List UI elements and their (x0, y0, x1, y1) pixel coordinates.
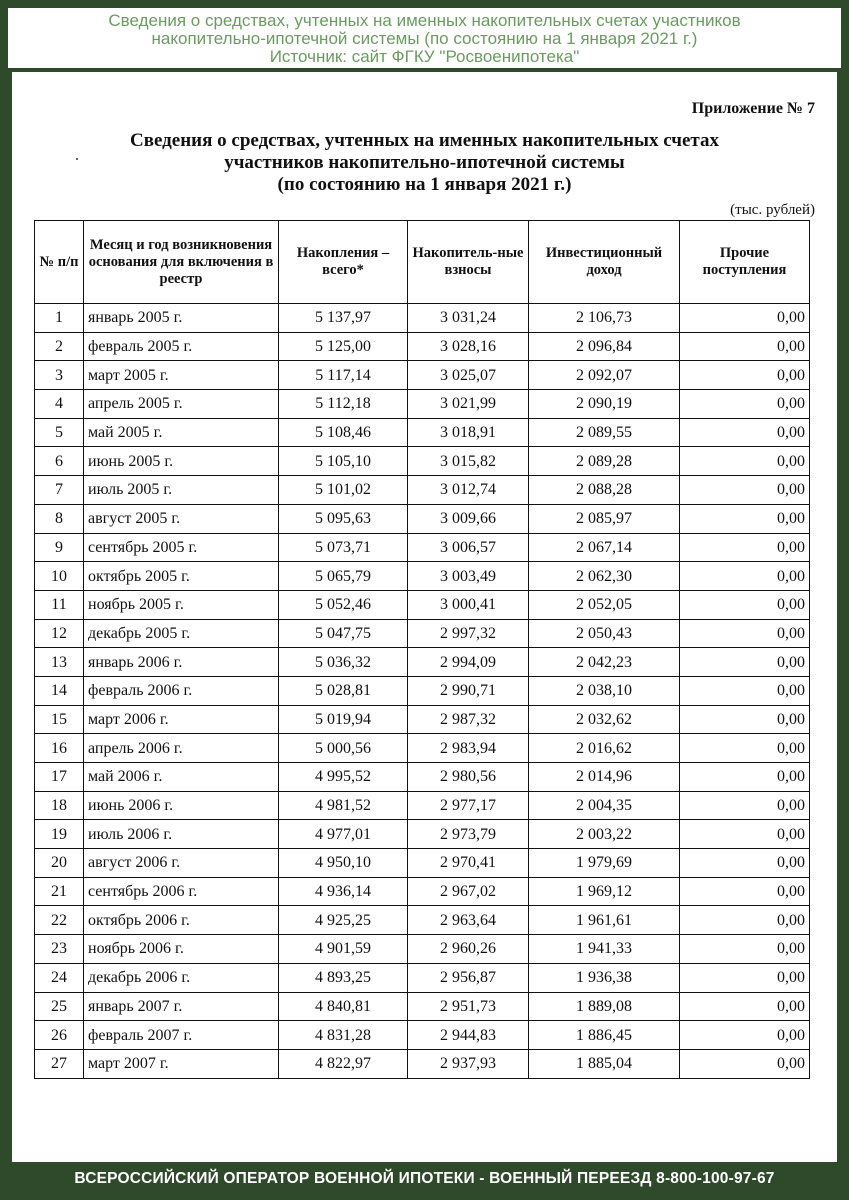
row-total: 5 137,97 (279, 304, 408, 333)
row-other: 0,00 (680, 791, 810, 820)
row-contributions: 3 003,49 (408, 562, 529, 591)
row-number: 16 (35, 734, 84, 763)
table-row (35, 1021, 810, 1050)
row-month: март 2005 г. (84, 361, 279, 390)
row-month: январь 2006 г. (84, 648, 279, 677)
row-investment-income: 1 885,04 (529, 1049, 680, 1078)
row-total: 5 019,94 (279, 705, 408, 734)
row-other: 0,00 (680, 390, 810, 419)
row-other: 0,00 (680, 648, 810, 677)
row-other: 0,00 (680, 533, 810, 562)
row-number: 11 (35, 590, 84, 619)
banner-line-3: Источник: сайт ФГКУ "Росвоенипотека" (269, 47, 580, 66)
row-other: 0,00 (680, 418, 810, 447)
table-row (35, 763, 810, 792)
row-other: 0,00 (680, 906, 810, 935)
row-investment-income: 2 085,97 (529, 504, 680, 533)
row-month: июль 2005 г. (84, 476, 279, 505)
row-contributions: 2 960,26 (408, 935, 529, 964)
row-contributions: 3 021,99 (408, 390, 529, 419)
row-other: 0,00 (680, 849, 810, 878)
row-contributions: 3 028,16 (408, 332, 529, 361)
table-row (35, 676, 810, 705)
row-investment-income: 2 016,62 (529, 734, 680, 763)
row-other: 0,00 (680, 1021, 810, 1050)
table-row (35, 304, 810, 333)
table-row (35, 476, 810, 505)
row-investment-income: 2 038,10 (529, 676, 680, 705)
table-row (35, 705, 810, 734)
row-total: 5 112,18 (279, 390, 408, 419)
title-line-3: (по состоянию на 1 января 2021 г.) (277, 174, 572, 195)
row-month: ноябрь 2006 г. (84, 935, 279, 964)
row-number: 25 (35, 992, 84, 1021)
row-number: 15 (35, 705, 84, 734)
row-contributions: 2 997,32 (408, 619, 529, 648)
col-header-investment-income: Инвестиционный доход (529, 221, 680, 304)
row-number: 24 (35, 963, 84, 992)
table-row (35, 877, 810, 906)
row-other: 0,00 (680, 1049, 810, 1078)
scan-speck (76, 158, 78, 160)
row-contributions: 3 000,41 (408, 590, 529, 619)
row-month: август 2006 г. (84, 849, 279, 878)
row-number: 2 (35, 332, 84, 361)
row-number: 19 (35, 820, 84, 849)
row-contributions: 2 956,87 (408, 963, 529, 992)
row-total: 4 840,81 (279, 992, 408, 1021)
row-total: 5 065,79 (279, 562, 408, 591)
row-total: 4 831,28 (279, 1021, 408, 1050)
row-number: 12 (35, 619, 84, 648)
col-header-contributions: Накопитель-ные взносы (408, 221, 529, 304)
row-contributions: 2 970,41 (408, 849, 529, 878)
row-total: 4 981,52 (279, 791, 408, 820)
row-contributions: 2 937,93 (408, 1049, 529, 1078)
row-total: 4 977,01 (279, 820, 408, 849)
row-other: 0,00 (680, 562, 810, 591)
row-month: июль 2006 г. (84, 820, 279, 849)
row-contributions: 3 009,66 (408, 504, 529, 533)
row-month: апрель 2005 г. (84, 390, 279, 419)
row-number: 7 (35, 476, 84, 505)
row-other: 0,00 (680, 332, 810, 361)
table-row (35, 361, 810, 390)
row-month: июнь 2006 г. (84, 791, 279, 820)
row-number: 20 (35, 849, 84, 878)
row-investment-income: 2 106,73 (529, 304, 680, 333)
row-other: 0,00 (680, 763, 810, 792)
row-other: 0,00 (680, 963, 810, 992)
table-row (35, 935, 810, 964)
row-month: август 2005 г. (84, 504, 279, 533)
row-month: март 2007 г. (84, 1049, 279, 1078)
row-investment-income: 1 886,45 (529, 1021, 680, 1050)
row-total: 5 095,63 (279, 504, 408, 533)
row-other: 0,00 (680, 304, 810, 333)
row-investment-income: 2 092,07 (529, 361, 680, 390)
row-investment-income: 2 096,84 (529, 332, 680, 361)
row-number: 22 (35, 906, 84, 935)
row-month: февраль 2007 г. (84, 1021, 279, 1050)
row-month: сентябрь 2005 г. (84, 533, 279, 562)
table-row (35, 590, 810, 619)
row-number: 3 (35, 361, 84, 390)
document-title (12, 130, 837, 196)
row-contributions: 2 944,83 (408, 1021, 529, 1050)
col-header-number: № п/п (35, 221, 84, 304)
row-investment-income: 2 052,05 (529, 590, 680, 619)
row-number: 14 (35, 676, 84, 705)
row-investment-income: 2 090,19 (529, 390, 680, 419)
row-other: 0,00 (680, 590, 810, 619)
table-row (35, 533, 810, 562)
row-total: 5 108,46 (279, 418, 408, 447)
savings-table (34, 220, 810, 1079)
row-other: 0,00 (680, 935, 810, 964)
row-month: февраль 2006 г. (84, 676, 279, 705)
table-row (35, 791, 810, 820)
row-number: 6 (35, 447, 84, 476)
row-investment-income: 2 042,23 (529, 648, 680, 677)
footer-banner: ВСЕРОССИЙСКИЙ ОПЕРАТОР ВОЕННОЙ ИПОТЕКИ - ВОЕННЫЙ ПЕРЕЕЗД 8-800-100-97-67 (74, 1170, 775, 1187)
table-header-row (35, 221, 810, 304)
row-investment-income: 2 032,62 (529, 705, 680, 734)
col-header-month: Месяц и год возникновения основания для включения в реестр (84, 221, 279, 304)
row-investment-income: 2 067,14 (529, 533, 680, 562)
row-number: 17 (35, 763, 84, 792)
row-number: 5 (35, 418, 84, 447)
row-total: 5 117,14 (279, 361, 408, 390)
row-number: 4 (35, 390, 84, 419)
table-row (35, 619, 810, 648)
row-number: 23 (35, 935, 84, 964)
row-contributions: 2 990,71 (408, 676, 529, 705)
row-total: 4 822,97 (279, 1049, 408, 1078)
row-other: 0,00 (680, 705, 810, 734)
row-total: 5 000,56 (279, 734, 408, 763)
row-number: 1 (35, 304, 84, 333)
row-investment-income: 1 936,38 (529, 963, 680, 992)
row-total: 4 950,10 (279, 849, 408, 878)
row-month: март 2006 г. (84, 705, 279, 734)
row-number: 9 (35, 533, 84, 562)
table-row (35, 447, 810, 476)
row-total: 5 101,02 (279, 476, 408, 505)
row-investment-income: 1 969,12 (529, 877, 680, 906)
row-total: 4 995,52 (279, 763, 408, 792)
row-investment-income: 1 979,69 (529, 849, 680, 878)
table-row (35, 906, 810, 935)
row-number: 21 (35, 877, 84, 906)
row-contributions: 3 025,07 (408, 361, 529, 390)
table-row (35, 648, 810, 677)
row-month: апрель 2006 г. (84, 734, 279, 763)
row-total: 5 036,32 (279, 648, 408, 677)
row-number: 10 (35, 562, 84, 591)
table-row (35, 562, 810, 591)
row-month: октябрь 2005 г. (84, 562, 279, 591)
row-other: 0,00 (680, 447, 810, 476)
source-banner (8, 8, 841, 68)
row-contributions: 2 977,17 (408, 791, 529, 820)
banner-line-2: накопительно-ипотечной системы (по состоянию на 1 января 2021 г.) (151, 29, 698, 48)
row-month: декабрь 2005 г. (84, 619, 279, 648)
row-investment-income: 2 004,35 (529, 791, 680, 820)
row-number: 26 (35, 1021, 84, 1050)
row-month: январь 2007 г. (84, 992, 279, 1021)
table-row (35, 963, 810, 992)
row-investment-income: 2 003,22 (529, 820, 680, 849)
row-contributions: 3 018,91 (408, 418, 529, 447)
table-row (35, 849, 810, 878)
row-contributions: 3 031,24 (408, 304, 529, 333)
row-other: 0,00 (680, 820, 810, 849)
row-month: январь 2005 г. (84, 304, 279, 333)
row-other: 0,00 (680, 676, 810, 705)
row-total: 5 052,46 (279, 590, 408, 619)
banner-line-1: Сведения о средствах, учтенных на именных накопительных счетах участников (108, 11, 741, 30)
row-total: 4 893,25 (279, 963, 408, 992)
row-investment-income: 1 941,33 (529, 935, 680, 964)
row-other: 0,00 (680, 877, 810, 906)
row-investment-income: 2 089,28 (529, 447, 680, 476)
row-month: октябрь 2006 г. (84, 906, 279, 935)
row-total: 5 105,10 (279, 447, 408, 476)
title-line-1: Сведения о средствах, учтенных на именных накопительных счетах (130, 130, 719, 151)
row-contributions: 2 980,56 (408, 763, 529, 792)
row-contributions: 2 994,09 (408, 648, 529, 677)
row-investment-income: 1 961,61 (529, 906, 680, 935)
row-month: май 2005 г. (84, 418, 279, 447)
row-contributions: 2 987,32 (408, 705, 529, 734)
row-contributions: 2 951,73 (408, 992, 529, 1021)
row-number: 27 (35, 1049, 84, 1078)
table-row (35, 992, 810, 1021)
row-total: 4 936,14 (279, 877, 408, 906)
col-header-other: Прочие поступления (680, 221, 810, 304)
row-investment-income: 2 088,28 (529, 476, 680, 505)
row-total: 5 073,71 (279, 533, 408, 562)
row-contributions: 2 973,79 (408, 820, 529, 849)
table-row (35, 820, 810, 849)
table-body (35, 304, 810, 1079)
table-row (35, 734, 810, 763)
col-header-total: Накопления – всего* (279, 221, 408, 304)
table-row (35, 504, 810, 533)
title-line-2: участников накопительно-ипотечной системы (224, 152, 625, 173)
row-investment-income: 2 089,55 (529, 418, 680, 447)
table-row (35, 418, 810, 447)
row-other: 0,00 (680, 619, 810, 648)
row-total: 5 028,81 (279, 676, 408, 705)
row-other: 0,00 (680, 992, 810, 1021)
row-other: 0,00 (680, 361, 810, 390)
document-page (12, 72, 837, 1162)
row-month: ноябрь 2005 г. (84, 590, 279, 619)
row-month: май 2006 г. (84, 763, 279, 792)
row-investment-income: 2 014,96 (529, 763, 680, 792)
row-other: 0,00 (680, 476, 810, 505)
row-total: 4 901,59 (279, 935, 408, 964)
row-other: 0,00 (680, 734, 810, 763)
row-total: 5 125,00 (279, 332, 408, 361)
row-month: июнь 2005 г. (84, 447, 279, 476)
row-contributions: 3 006,57 (408, 533, 529, 562)
row-contributions: 3 015,82 (408, 447, 529, 476)
row-number: 13 (35, 648, 84, 677)
units-label: (тыс. рублей) (730, 202, 815, 218)
row-total: 4 925,25 (279, 906, 408, 935)
row-month: декабрь 2006 г. (84, 963, 279, 992)
row-investment-income: 2 062,30 (529, 562, 680, 591)
table-row (35, 1049, 810, 1078)
row-number: 8 (35, 504, 84, 533)
row-total: 5 047,75 (279, 619, 408, 648)
row-investment-income: 1 889,08 (529, 992, 680, 1021)
row-contributions: 3 012,74 (408, 476, 529, 505)
row-month: сентябрь 2006 г. (84, 877, 279, 906)
row-month: февраль 2005 г. (84, 332, 279, 361)
appendix-label: Приложение № 7 (691, 100, 815, 117)
table-row (35, 332, 810, 361)
row-other: 0,00 (680, 504, 810, 533)
row-number: 18 (35, 791, 84, 820)
row-contributions: 2 963,64 (408, 906, 529, 935)
row-contributions: 2 967,02 (408, 877, 529, 906)
table-row (35, 390, 810, 419)
row-investment-income: 2 050,43 (529, 619, 680, 648)
row-contributions: 2 983,94 (408, 734, 529, 763)
